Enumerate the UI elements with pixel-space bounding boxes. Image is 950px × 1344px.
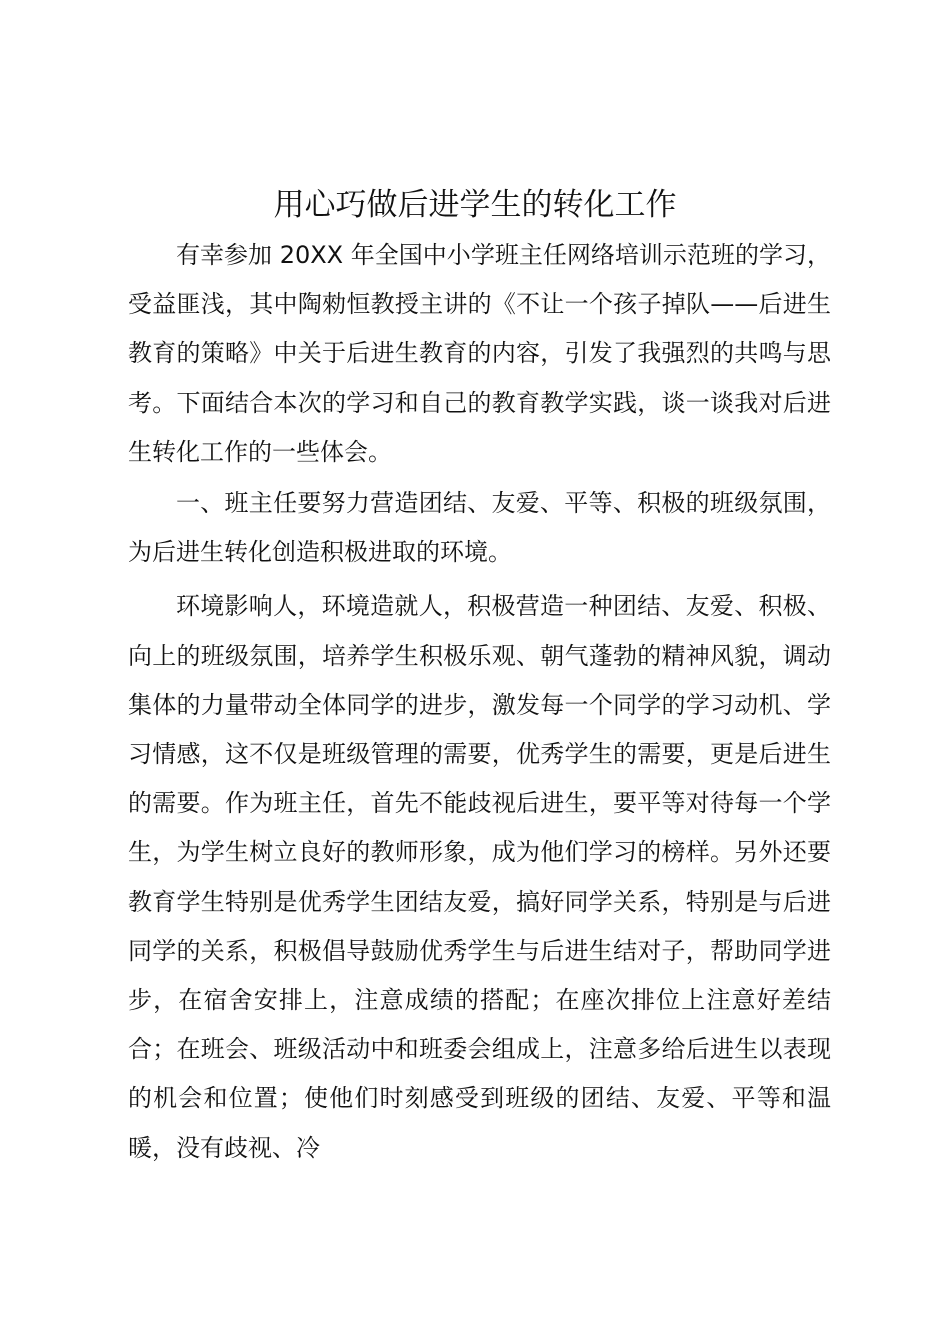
paragraph-intro: 有幸参加 20XX 年全国中小学班主任网络培训示范班的学习，受益匪浅，其中陶勑恒教授主讲的《不让一个孩子掉队——后进生教育的策略》中关于后进生教育的内容，引发了我强烈的共鸣与思考。下面结合本次的学习和自己的教育教学实践，谈一谈我对后进生转化工作的一些体会。 [128, 241, 831, 466]
paragraph-section-heading: 一、班主任要努力营造团结、友爱、平等、积极的班级氛围，为后进生转化创造积极进取的环境。 [128, 489, 831, 567]
document-body [128, 231, 831, 1173]
document-title: 用心巧做后进学生的转化工作 [273, 187, 677, 223]
paragraph-section-body: 环境影响人，环境造就人，积极营造一种团结、友爱、积极、向上的班级氛围，培养学生积极乐观、朝气蓬勃的精神风貌，调动集体的力量带动全体同学的进步，激发每一个同学的学习动机、学习情感，这不仅是班级管理的需要，优秀学生的需要，更是后进生的需要。作为班主任，首先不能歧视后进生，要平等对待每一个学生，为学生树立良好的教师形象，成为他们学习的榜样。另外还要教育学生特别是优秀学生团结友爱，搞好同学关系，特别是与后进同学的关系，积极倡导鼓励优秀学生与后进生结对子，帮助同学进步，在宿舍安排上，注意成绩的搭配；在座次排位上注意好差结合；在班会、班级活动中和班委会组成上，注意多给后进生以表现的机会和位置；使他们时刻感受到班级的团结、友爱、平等和温暖，没有歧视、冷 [128, 592, 831, 1162]
